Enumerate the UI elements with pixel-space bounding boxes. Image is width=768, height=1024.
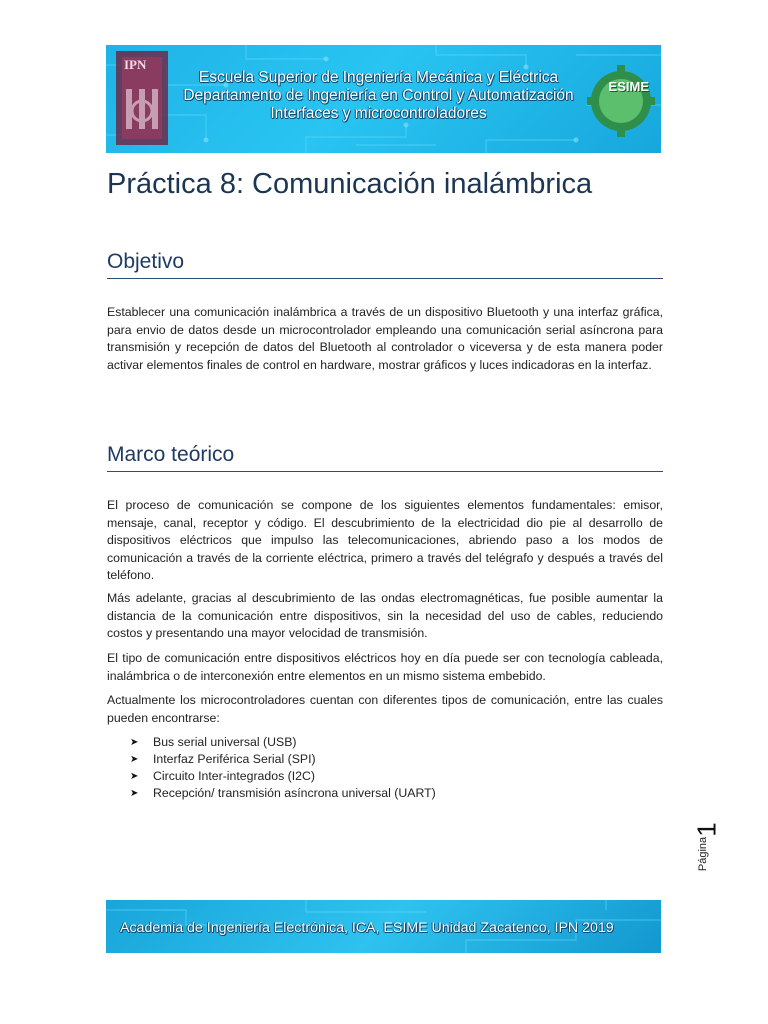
marco-paragraph-1: El proceso de comunicación se compone de los siguientes elementos fundamentales: emisor, mensaje, canal, receptor y código. El descubrimiento de la electricidad dio pie al desarrollo de dispositivos eléctricos que impulso las telecomunicaciones, abriendo paso a los modos de comunicación a través de la corriente eléctrica, primero a través del telégrafo y después a través del teléfono. [107, 498, 663, 583]
school-name: Escuela Superior de Ingeniería Mecánica y Eléctrica [198, 69, 559, 86]
arrow-bullet-icon: ➤ [130, 737, 139, 748]
arrow-bullet-icon: ➤ [130, 771, 139, 782]
course-name: Interfaces y microcontroladores [270, 105, 487, 122]
list-item [130, 734, 436, 751]
arrow-bullet-icon: ➤ [130, 788, 139, 799]
list-item [130, 751, 436, 768]
list-item [130, 785, 436, 802]
marco-paragraph-4: Actualmente los microcontroladores cuentan con diferentes tipos de comunicación, entre las cuales pueden encontrarse: [107, 693, 663, 725]
list-item-text: Circuito Inter-integrados (I2C) [153, 769, 315, 783]
list-item-text: Interfaz Periférica Serial (SPI) [153, 752, 316, 766]
footer-text: Academia de Ingeniería Electrónica, ICA, ESIME Unidad Zacatenco, IPN 2019 [120, 920, 614, 936]
objetivo-paragraph: Establecer una comunicación inalámbrica a través de un dispositivo Bluetooth y una interfaz gráfica, para envio de datos desde un microcontrolador empleando una comunicación serial asíncrona para transmisión y recepción de datos del Bluetooth al controlador o viceversa y de esta manera poder activar elementos finales de control en hardware, mostrar gráficos y luces indicadoras en la interfaz. [107, 305, 663, 372]
page-number-label: Página [697, 836, 710, 872]
page-number-value: 1 [691, 822, 722, 837]
marco-paragraph-2: Más adelante, gracias al descubrimiento de las ondas electromagnéticas, fue posible aumentar la distancia de la comunicación entre dispositivos, sin la necesidad del uso de cables, reduciendo costos y presentando una mayor velocidad de transmisión. [107, 591, 663, 641]
marco-paragraph-3: El tipo de comunicación entre dispositivos eléctricos hoy en día puede ser con tecnología cableada, inalámbrica o de interconexión entre elementos en un mismo sistema embebido. [107, 651, 663, 683]
banner-text [176, 69, 581, 123]
esime-logo-text: ESIME [608, 79, 649, 94]
header-banner [106, 45, 661, 153]
list-item-text: Bus serial universal (USB) [153, 735, 297, 749]
page-number [691, 818, 724, 880]
communication-types-list [130, 734, 436, 802]
arrow-bullet-icon: ➤ [130, 754, 139, 765]
section-heading-marco-teorico: Marco teórico [107, 443, 663, 472]
ipn-logo-text: IPN [124, 57, 147, 72]
list-item-text: Recepción/ transmisión asíncrona universal (UART) [153, 786, 436, 800]
department-name: Departamento de Ingeniería en Control y Automatización [183, 87, 574, 104]
page-title: Práctica 8: Comunicación inalámbrica [107, 168, 593, 200]
section-heading-objetivo: Objetivo [107, 250, 663, 279]
footer-banner [106, 900, 661, 953]
list-item [130, 768, 436, 785]
esime-logo [585, 63, 657, 137]
